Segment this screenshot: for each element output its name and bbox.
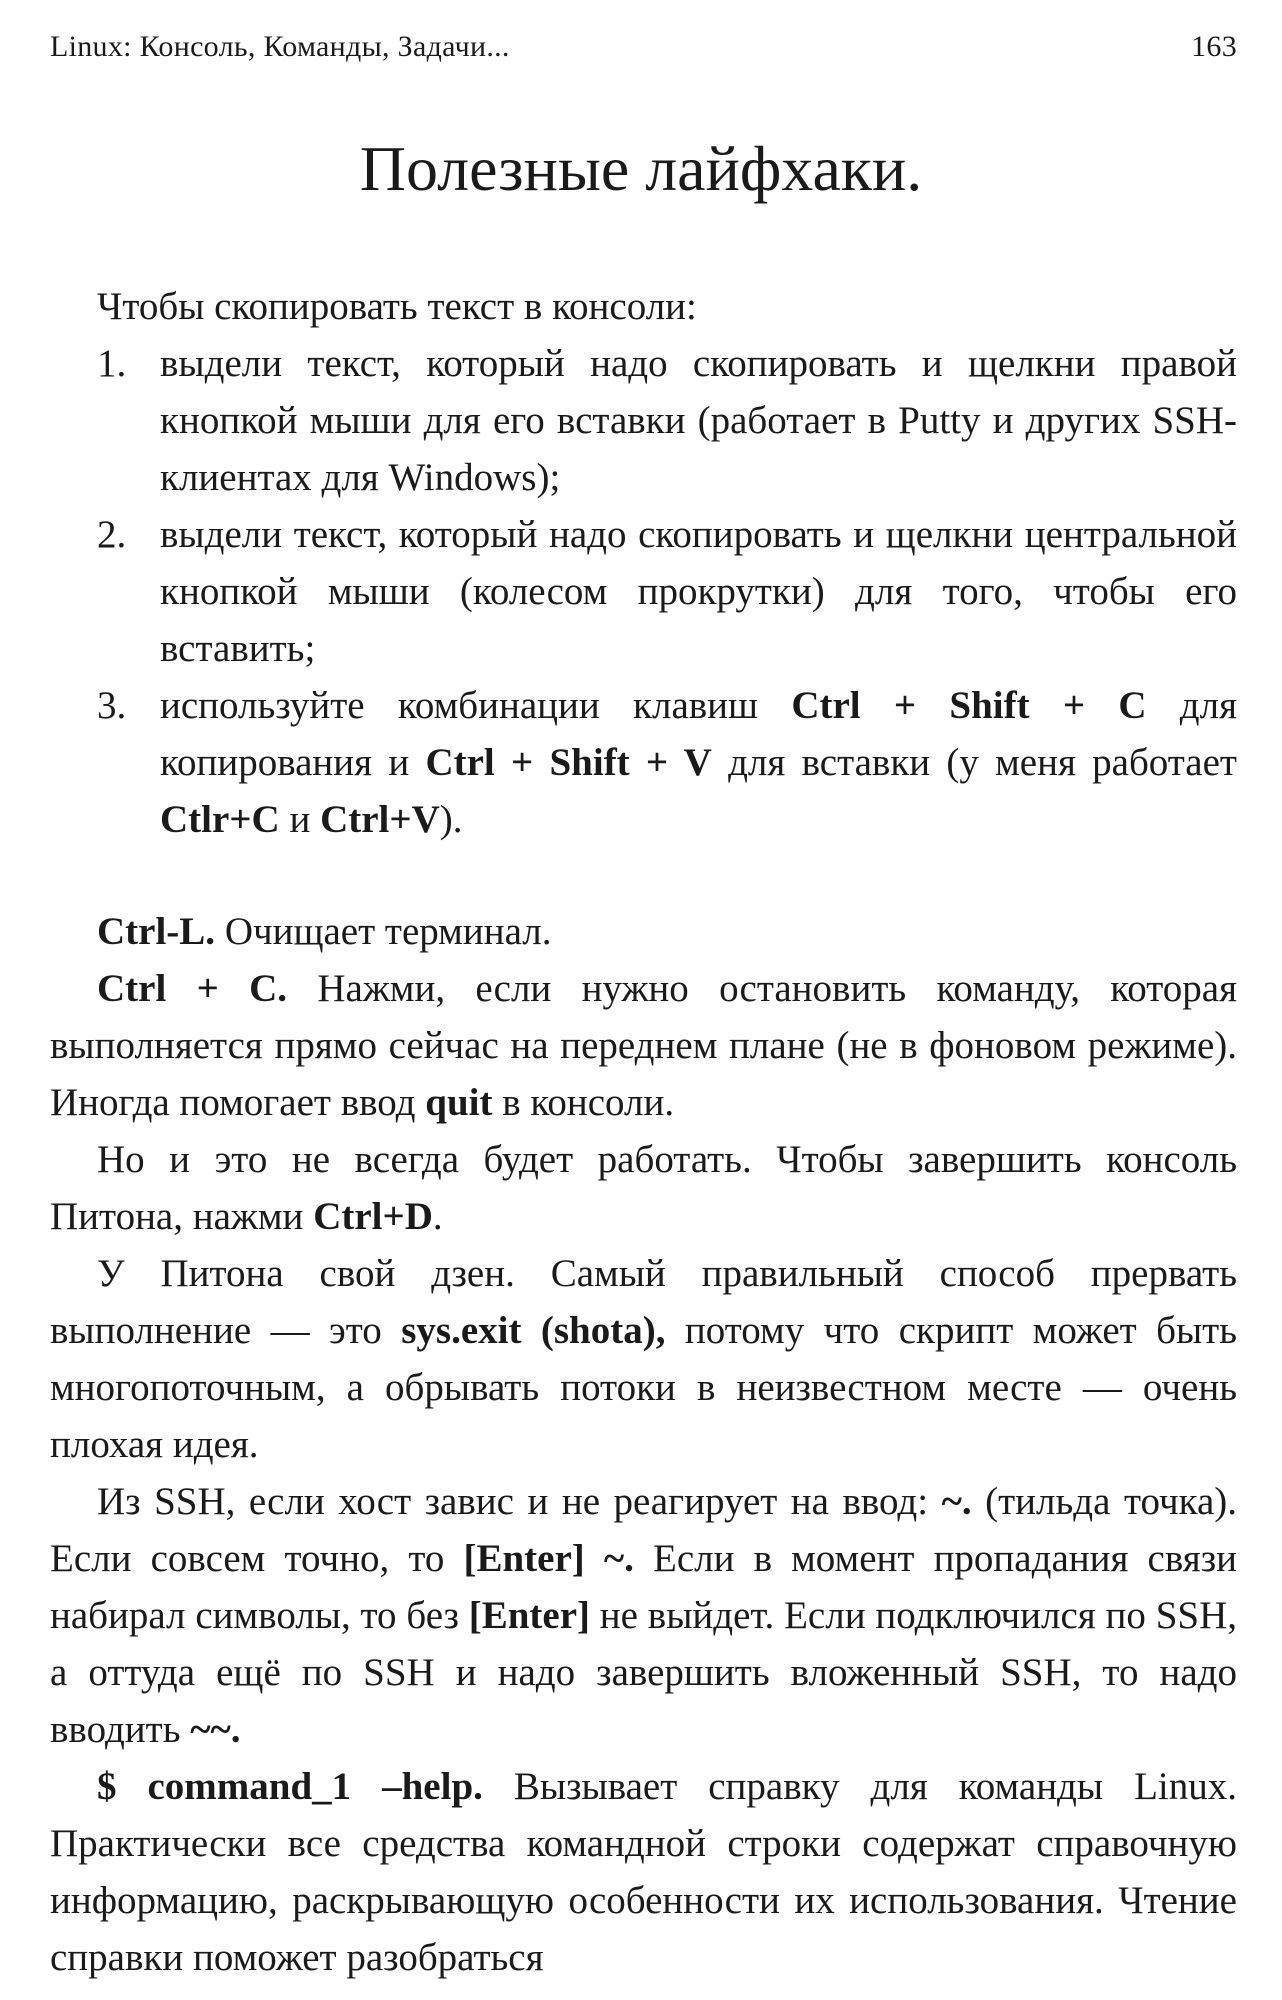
list-item-text: и — [279, 798, 321, 841]
paragraph-text: Нажми, если нужно остановить команду, которая выполняется прямо сейчас на переднем плане (не в фоновом режиме). Иногда помогает ввод — [50, 967, 1238, 1124]
running-header — [50, 30, 1237, 64]
paragraph-text: . — [432, 1195, 443, 1238]
paragraph-text: Очищает терминал. — [215, 910, 552, 953]
paragraph-text: У Питона свой дзен. Самый правильный способ прервать выполнение — это — [50, 1252, 1237, 1352]
paragraph-text: не выйдет. Если подключился по SSH, а оттуда ещё по SSH и надо завершить вложенный SSH, то надо вводить — [50, 1594, 1237, 1751]
term-command-help: $ command_1 –help. — [97, 1765, 483, 1808]
spacer — [50, 848, 1237, 903]
list-item-text: выдели текст, который надо скопировать и щелкни центральной кнопкой мыши (колесом прокрутки) для того, чтобы его вставить; — [160, 513, 1237, 670]
paragraph-text: Если в момент пропадания связи набирал символы, то без — [50, 1537, 1237, 1637]
paragraph-ssh — [50, 1473, 1237, 1758]
term-ctrl-l: Ctrl-L. — [97, 910, 216, 953]
page-number: 163 — [1191, 30, 1237, 63]
paragraph-python-zen — [50, 1245, 1237, 1473]
page-body — [50, 278, 1237, 1986]
list-item — [50, 335, 1237, 506]
shortcut-copy: Ctrl + Shift + C — [791, 684, 1147, 727]
list-item-text: для копирования и — [160, 684, 1238, 784]
running-title: Linux: Консоль, Команды, Задачи... — [50, 30, 510, 63]
list-item-text: выдели текст, который надо скопировать и щелкни правой кнопкой мыши для его вставки (работает в Putty и других SSH-клиентах для Windows); — [160, 342, 1237, 499]
paragraph-ctrl-d — [50, 1131, 1237, 1245]
list-number: 3. — [97, 684, 127, 727]
paragraph-text: Но и это не всегда будет работать. Чтобы завершить консоль Питона, нажми — [50, 1138, 1237, 1238]
paragraph-ctrl-c — [50, 960, 1237, 1131]
shortcut-ctrl-v: Ctrl+V — [320, 798, 440, 841]
list-item — [50, 506, 1237, 677]
term-quit: quit — [425, 1081, 493, 1124]
paragraph-text: Вызывает справку для команды Linux. Практически все средства командной строки содержат справочную информацию, раскрывающую особенности их использования. Чтение справки поможет разобраться — [50, 1765, 1237, 1979]
term-enter: [Enter] — [468, 1594, 590, 1637]
paragraph-text: в консоли. — [492, 1081, 675, 1124]
list-number: 1. — [97, 342, 127, 385]
copy-steps-list — [50, 335, 1237, 848]
section-title: Полезные лайфхаки. — [359, 133, 923, 204]
term-ctrl-d: Ctrl+D — [313, 1195, 433, 1238]
paragraph-text: потому что скрипт может быть многопоточным, а обрывать потоки в неизвестном месте — очень плохая идея. — [50, 1309, 1237, 1466]
shortcut-paste: Ctrl + Shift + V — [425, 741, 712, 784]
list-item-text: используйте комбинации клавиш — [160, 684, 792, 727]
paragraph-ctrl-l — [50, 903, 1237, 960]
paragraph-help — [50, 1758, 1237, 1986]
term-tilde-dot: ~. — [941, 1480, 972, 1523]
paragraph-text: Из SSH, если хост завис и не реагирует на ввод: — [97, 1480, 942, 1523]
term-enter-tilde-dot: [Enter] ~. — [463, 1537, 634, 1580]
term-double-tilde-dot: ~~. — [190, 1708, 241, 1751]
term-ctrl-c: Ctrl + C. — [97, 967, 288, 1010]
list-item-text: для вставки (у меня работает — [711, 741, 1237, 784]
list-item-text: ). — [439, 798, 463, 841]
list-item — [50, 677, 1237, 848]
intro-text: Чтобы скопировать текст в консоли: — [97, 285, 697, 328]
term-sys-exit: sys.exit (shota), — [401, 1309, 666, 1352]
paragraph-text: (тильда точка). Если совсем точно, то — [50, 1480, 1237, 1580]
list-number: 2. — [97, 513, 127, 556]
shortcut-ctlr-c: Ctlr+C — [160, 798, 280, 841]
